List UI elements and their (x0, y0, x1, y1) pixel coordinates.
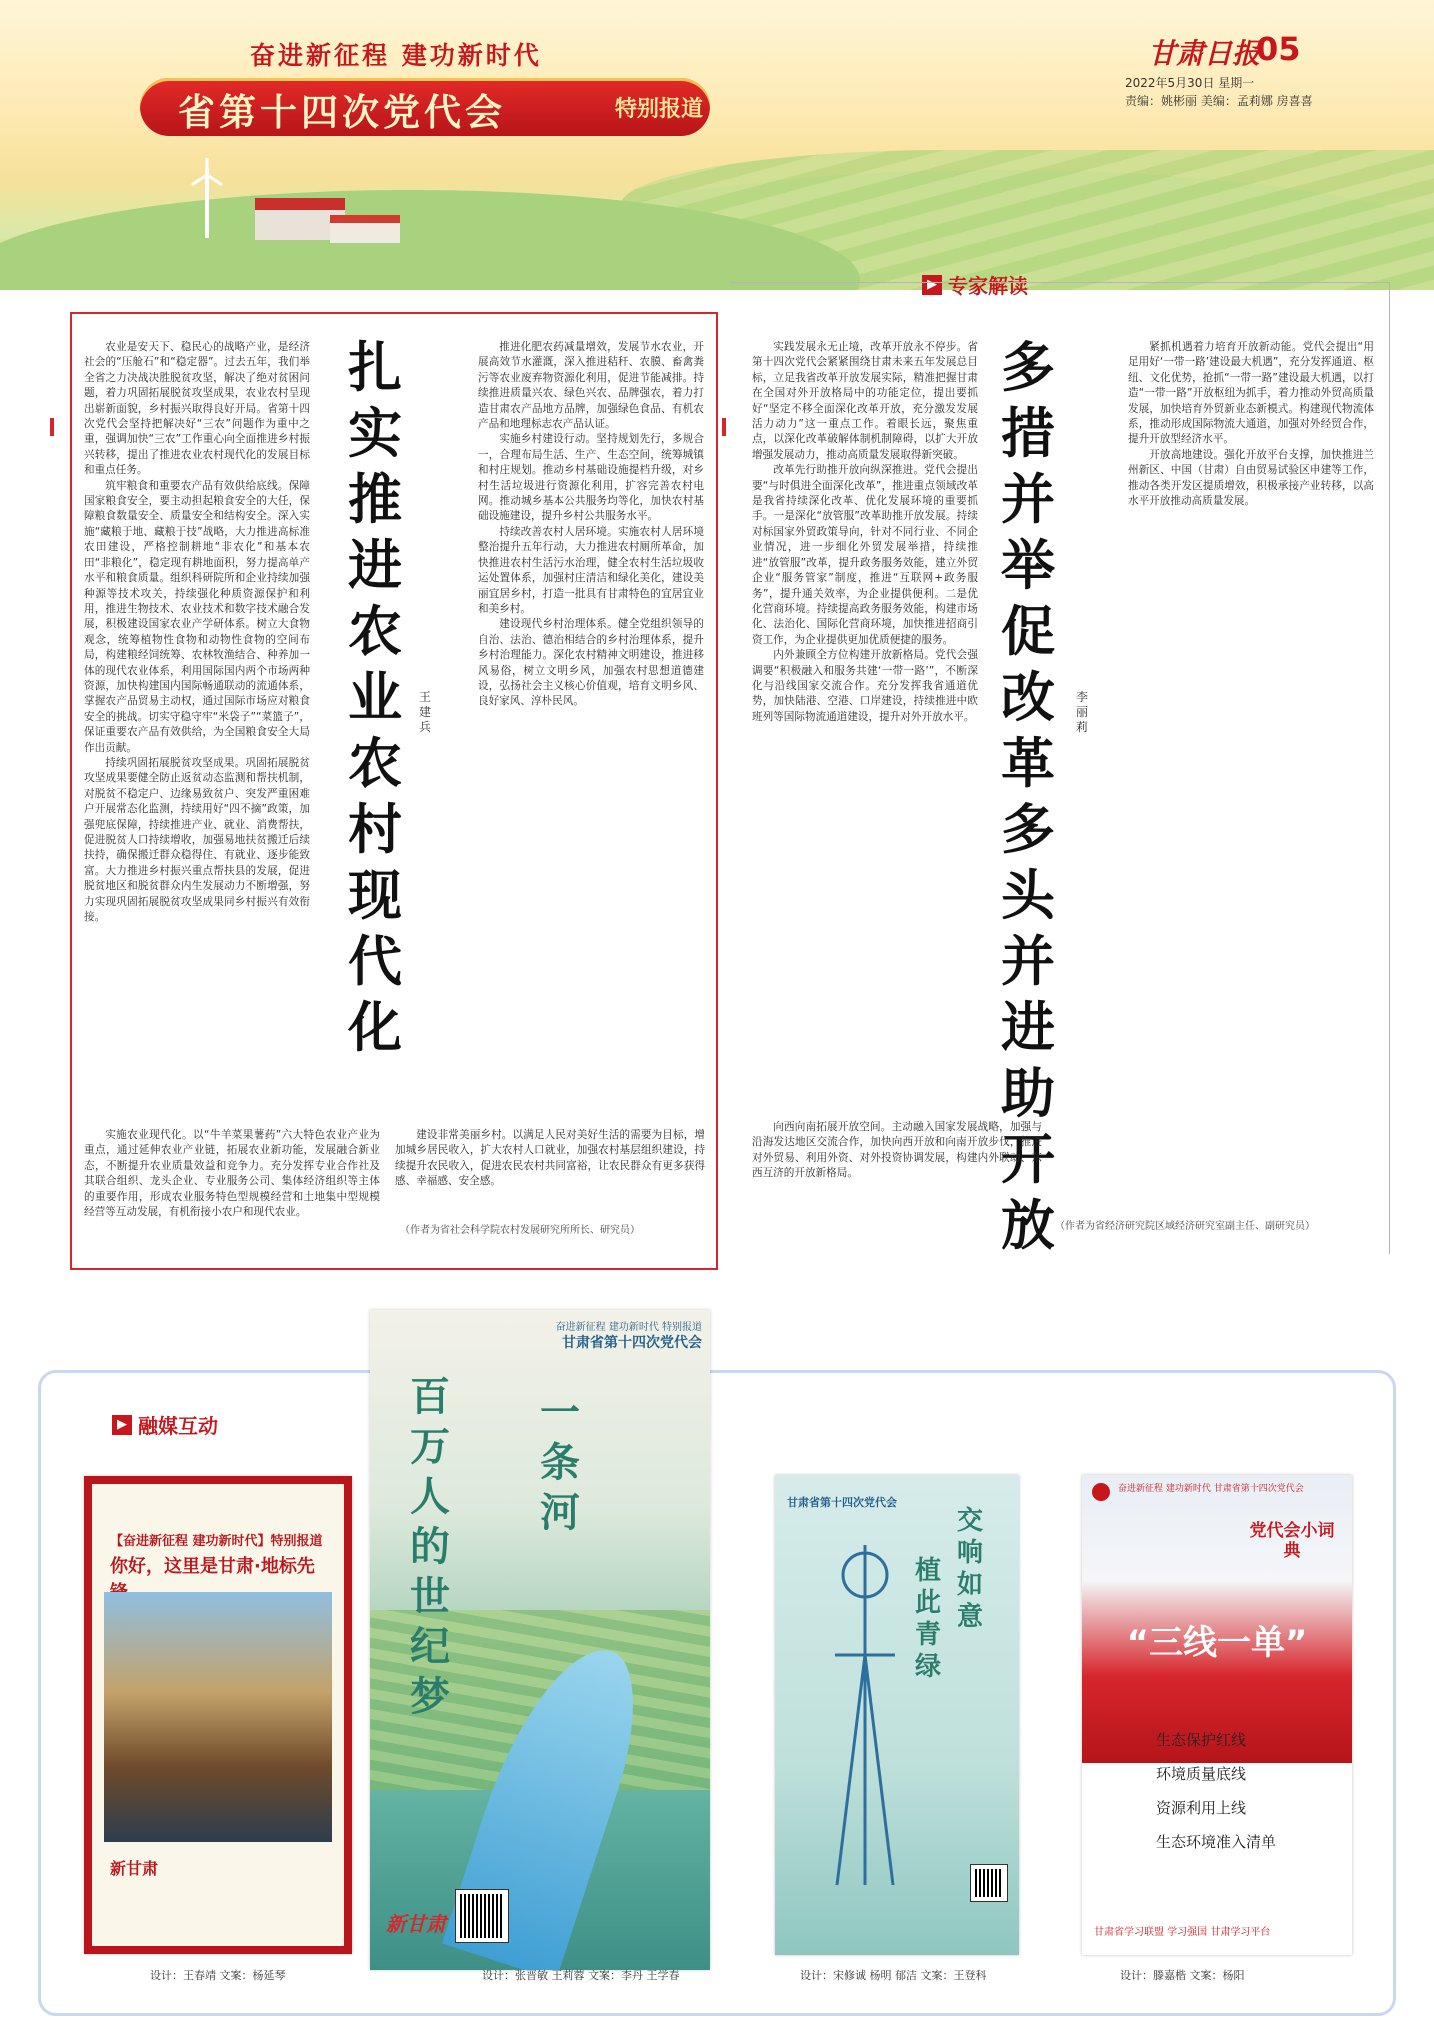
card-heading: 甘肃省第十四次党代会 (787, 1496, 897, 1509)
media-card-symphony[interactable] (775, 1475, 1019, 1955)
page-number: 05 (1256, 30, 1301, 68)
editor-credits: 责编：姚彬丽 美编：孟莉娜 房喜喜 (1125, 94, 1313, 108)
glossary-item: 资源利用上线 (1156, 1799, 1247, 1817)
card-caption: 设计：张晋敏 王莉蓉 文案：李丹 王学春 (482, 1969, 680, 1982)
card-organization: 奋进新征程 建功新时代 甘肃省第十四次党代会 (1118, 1484, 1304, 1494)
qr-code-icon[interactable] (456, 1890, 508, 1942)
calligraphy-title: 一条河 (540, 1390, 580, 1536)
paragraph: 筑牢粮食和重要农产品有效供给底线。保障国家粮食安全，要主动担起粮食安全的大任，保障粮食数量安全、质量安全和结构安全。深入实施“藏粮于地、藏粮于技”战略，大力推进高标准农田建设，严格控制耕地“非农化”和基本农田“非粮化”，稳定现有耕地面积，努力提高单产水平和粮食质量。组织科研院所和企业持续加强种源等技术攻关，持续强化种质资源保护和利用，推进生物技术、农业技术和数字技术融合发展，积极建设国家农业产学研体系。树立大食物观念，统筹植物性食物和动物性食物的空间布局，构建粮经饲统筹、农林牧渔结合、种养加一体的现代农业体系，利用国际国内两个市场两种资源，加快构建国内国际畅通联动的流通体系，掌握农产品贸易主动权，通过国际市场应对粮食安全的挑战。切实守稳守牢“米袋子”“菜篮子”，保证重要农产品有效供给，为全国粮食安全大局作出贡献。 (84, 479, 310, 754)
turbine-blade-icon (190, 158, 224, 192)
card-subheading: 你好，这里是甘肃·地标先 (110, 1556, 315, 1577)
media-card-gansu-landmarks[interactable] (84, 1476, 352, 1954)
play-triangle-icon: ▶ (922, 275, 942, 295)
right-article-column-1b (752, 1120, 1042, 1254)
media-card-yellow-river[interactable] (370, 1310, 710, 1970)
paragraph: 推进化肥农药减量增效，发展节水农业，开展高效节水灌溉，深入推进秸秆、农膜、畜禽粪污等农业废弃物资源化利用，促进节能减排。持续推进质量兴农、绿色兴农、品牌强农，着力打造甘肃农产品地方品牌，加强绿色食品、有机农产品和地理标志农产品认证。 (478, 341, 704, 431)
left-article-author: 王建兵 (418, 690, 431, 734)
paragraph: 持续巩固拓展脱贫攻坚成果。巩固拓展脱贫攻坚成果要健全防止返贫动态监测和帮扶机制，对脱贫不稳定户、边缘易致贫户、突发严重困难户开展常态化监测，持续用好“四不摘”政策，加强兜底保障，持续推进产业、就业、消费帮扶，促进脱贫人口持续增收，加强易地扶贫搬迁后续扶持，确保搬迁群众稳得住、有就业、逐步能致富。大力推进乡村振兴重点帮扶县的发展，促进脱贫地区和脱贫群众内生发展动力不断增强，努力实现巩固拓展脱贫攻坚成果同乡村振兴有效衔接。 (84, 756, 310, 924)
right-article-title: 多措并举促改革 多头并进助开放 (1001, 336, 1055, 1257)
left-article-column-1b (84, 1128, 380, 1256)
media-section-tag (112, 1410, 218, 1439)
paragraph: 改革先行助推开放向纵深推进。党代会提出要“与时俱进全面深化改革”，推进重点领域改革是我省持续深化改革、优化发展环境的重要抓手。一是深化“放管服”改革助推开放发展。持续对标国家外贸政策导向，针对不同行业、不同企业情况，进一步细化外贸发展举措，持续推进“放管服”改革，提升政务服务效能，建立外贸企业“服务管家”制度，推进“互联网+政务服务”，提升通关效率，为企业提供便利。二是优化营商环境。持续提高政务服务效能，构建市场化、法治化、国际化营商环境，加快推进招商引资工作，为企业提供更加优质便捷的服务。 (752, 464, 978, 646)
paragraph: 实施农业现代化。以“牛羊菜果薯药”六大特色农业产业为重点，通过延伸农业产业链，拓展农业新功能，发展融合新业态，不断提升农业质量效益和竞争力。充分发挥专业合作社及其联合组织、龙头企业、专业服务公司、集体经济组织等主体的重要作用，形成农业服务特色型规模经营和土地集中型规模经营等互动发展，有机衔接小农户和现代农业。 (84, 1129, 380, 1219)
card-heading: 【奋进新征程 建功新时代】特别报道 (110, 1534, 323, 1549)
right-author-note: （作者为省经济研究院区域经济研究室副主任、副研究员） (1055, 1221, 1315, 1232)
ruyi-tower-icon (825, 1535, 905, 1895)
glossary-item: 环境质量底线 (1156, 1765, 1247, 1783)
glossary-item: 生态环境准入清单 (1156, 1833, 1277, 1851)
play-triangle-icon: ▶ (112, 1415, 132, 1435)
xin-gansu-logo: 新甘肃 (386, 1912, 446, 1936)
qr-code-icon[interactable] (971, 1865, 1007, 1901)
media-tag-label: 融媒互动 (138, 1414, 218, 1438)
paragraph: 实践发展永无止境，改革开放永不停步。省第十四次党代会紧紧围绕甘肃未来五年发展总目标，立足我省改革开放发展实际，精准把握甘肃在全国对外开放格局中的功能定位，提出要抓好“坚定不移全面深化改革开放，充分激发发展活力动力”这一重点工作。着眼长远，聚焦重点，以深化改革破解体制机制障碍，以扩大开放增强发展动力，推动高质量发展取得新突破。 (752, 341, 978, 461)
right-article-column-2 (1128, 340, 1374, 1120)
paragraph: 紧抓机遇着力培育开放新动能。党代会提出“用足用好‘一带一路’建设最大机遇”，充分发挥通道、枢纽、文化优势，抢抓“一带一路”建设最大机遇，以打造“一带一路”开放枢纽为抓手，着力推动外贸高质量发展，加快培育外贸新业态新模式。构建现代物流体系，推动形成国际物流大通道，加强对外经贸合作，提升开放型经济水平。 (1128, 341, 1374, 446)
paragraph: 向西向南拓展开放空间。主动融入国家发展战略，加强与沿海发达地区交流合作，加快向西开放和向南开放步伐，推进对外贸易、利用外资、对外投资协调发展，构建内外联动、东西互济的开放新格局。 (752, 1121, 1042, 1180)
party-emblem-icon (1092, 1483, 1110, 1501)
media-card-glossary[interactable] (1082, 1475, 1352, 1955)
card-footer: 甘肃省学习联盟 学习强国 甘肃学习平台 (1094, 1927, 1271, 1938)
paragraph: 内外兼顾全方位构建开放新格局。党代会强调要“积极融入和服务共建‘一带一路’”，不断深化与沿线国家交流合作。充分发挥我省通道优势，加快陆港、空港、口岸建设，持续推进中欧班列等国际物流通道建设，提升对外开放水平。 (752, 649, 978, 723)
paragraph: 建设现代乡村治理体系。健全党组织领导的自治、法治、德治相结合的乡村治理体系，提升乡村治理能力。深化农村精神文明建设，推进移风易俗，树立文明乡风，加强农村思想道德建设，弘扬社会主义核心价值观，培育文明乡风、良好家风、淳朴民风。 (478, 618, 704, 708)
left-article-column-1 (84, 340, 310, 1130)
paragraph: 农业是安天下、稳民心的战略产业，是经济社会的“压舱石”和“稳定器”。过去五年，我们举全省之力决战决胜脱贫攻坚，解决了绝对贫困问题，着力巩固拓展脱贫攻坚成果，农业农村呈现出崭新面貌，乡村振兴取得良好开局。省第十四次党代会坚持把解决好“三农”问题作为重中之重，强调加快“三农”工作重心向全面推进乡村振兴转移，提出了推进农业农村现代化的发展目标和重点任务。 (84, 341, 310, 477)
dateline: 2022年5月30日 星期一 (1125, 76, 1255, 90)
glossary-title: “三线一单” (1126, 1623, 1308, 1663)
right-article-author: 李丽莉 (1075, 690, 1088, 734)
banner-subtitle: 特别报道 (615, 97, 704, 122)
card-caption: 设计：王春靖 文案：杨延琴 (150, 1969, 286, 1982)
red-marker (722, 418, 726, 436)
card-top-line: 奋进新征程 建功新时代 特别报道 (555, 1322, 702, 1333)
calligraphy-title: 百万人的世纪梦 (410, 1374, 450, 1720)
right-article-column-1 (752, 340, 978, 1118)
card-caption: 设计：宋修诚 杨明 郁洁 文案：王登科 (800, 1969, 987, 1982)
calligraphy-title: 交响如意 (957, 1506, 984, 1632)
card-organization: 甘肃省第十四次党代会 (562, 1335, 702, 1351)
left-article-title: 扎实推进农业农村现代化 (348, 336, 402, 1059)
red-marker (50, 418, 54, 436)
paragraph: 开放高地建设。强化开放平台支撑，加快推进兰州新区、中国（甘肃）自由贸易试验区申建等工作，推动各类开发区提质增效，积极承接产业转移，以高水平开放推动高质量发展。 (1128, 448, 1374, 508)
card-logo: 新甘肃 (110, 1859, 159, 1878)
header-slogan: 奋进新征程 建功新时代 (250, 41, 542, 70)
city-night-photo (104, 1592, 332, 1842)
calligraphy-title: 植此青绿 (915, 1556, 942, 1682)
expert-tag-label: 专家解读 (948, 274, 1028, 298)
banner-title: 省第十四次党代会 (178, 91, 506, 134)
left-article-column-2b (395, 1128, 705, 1223)
paragraph: 实施乡村建设行动。坚持规划先行，多规合一，合理布局生活、生产、生态空间，统筹城镇和村庄规划。推动乡村基础设施提档升级，对乡村生活垃圾进行资源化利用，扩容完善农村电网。推动城乡基本公共服务均等化，加快农村基础设施建设，提升乡村公共服务水平。 (478, 433, 704, 523)
glossary-label: 党代会小词典 (1249, 1521, 1335, 1561)
newspaper-masthead: 甘肃日报 (1148, 37, 1261, 70)
left-article-column-2 (478, 340, 704, 1122)
glossary-item: 生态保护红线 (1156, 1731, 1247, 1749)
left-author-note: （作者为省社会科学院农村发展研究所所长、研究员） (400, 1225, 640, 1236)
header-house-icon (330, 215, 400, 243)
card-caption: 设计：滕嘉楷 文案：杨阳 (1120, 1969, 1245, 1982)
paragraph: 建设非常美丽乡村。以满足人民对美好生活的需要为目标，增加城乡居民收入，扩大农村人口就业，加强农村基层组织建设，持续提升农民收入，促进农民农村共同富裕，让农民群众有更多获得感、幸福感、安全感。 (395, 1129, 705, 1188)
paragraph: 持续改善农村人居环境。实施农村人居环境整治提升五年行动，大力推进农村厕所革命，加快推进农村生活污水治理，健全农村生活垃圾收运处置体系，加强村庄清洁和绿化美化，建设美丽宜居乡村，打造一批具有甘肃特色的宜居宜业和美乡村。 (478, 525, 704, 615)
